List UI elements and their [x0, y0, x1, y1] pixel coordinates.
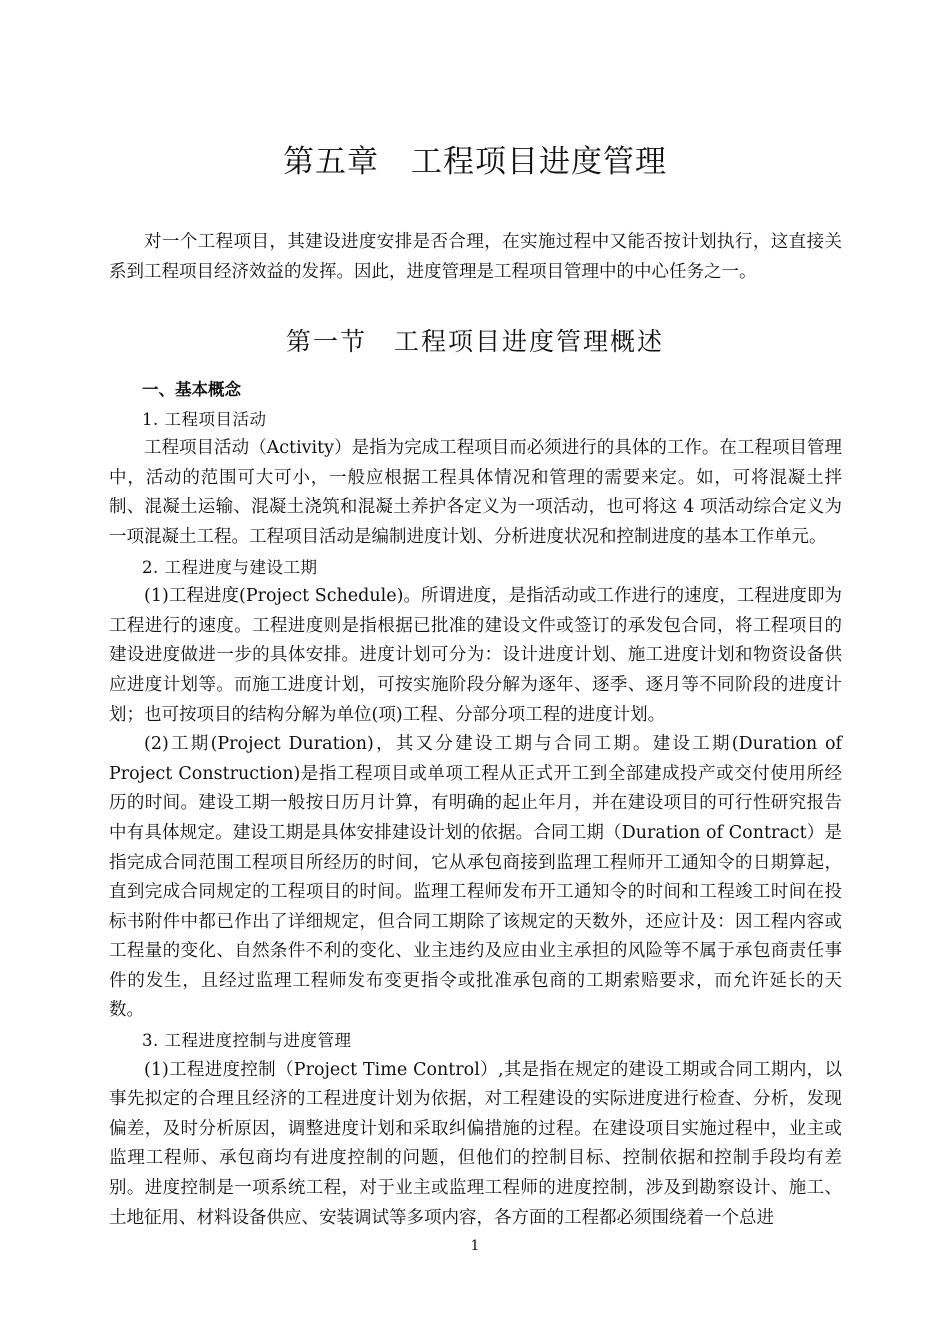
section-content — [109, 375, 842, 1233]
section-title: 第一节 工程项目进度管理概述 — [285, 327, 664, 356]
paragraph-time-control: (1)工程进度控制（Project Time Control）,其是指在规定的建设工期或合同工期内，以事先拟定的合理且经济的工程进度计划为依据，对工程建设的实际进度进行检查、分析，发现偏差，及时分析原因，调整进度计划和采取纠偏措施的过程。在建设项目实施过程中，业主或监理工程师、承包商均有进度控制的问题，但他们的控制目标、控制依据和控制手段均有差别。进度控制是一项系统工程，对于业主或监理工程师的进度控制，涉及到勘察设计、施工、土地征用、材料设备供应、安装调试等多项内容，各方面的工程都必须围绕着一个总进 — [109, 1059, 842, 1228]
paragraph-project-duration: (2)工期(Project Duration)，其又分建设工期与合同工期。建设工期(Duration of Project Construction)是指工程项目或单项工程从正式开工到全部建成投产或交付使用所经历的时间。建设工期一般按日历月计算，有明确的起止年月，并在建设项目的可行性研究报告中有具体规定。建设工期是具体安排建设计划的依据。合同工期（Duration of Contract）是指完成合同范围工程项目所经历的时间，它从承包商接到监理工程师开工通知令的日期算起，直到完成合同规定的工程项目的时间。监理工程师发布开工通知令的时间和工程竣工时间在投标书附件中都已作出了详细规定，但合同工期除了该规定的天数外，还应计及：因工程内容或工程量的变化、自然条件不利的变化、业主违约及应由业主承担的风险等不属于承包商责任事件的发生，且经过监理工程师发布变更指令或批准承包商的工期索赔要求，而允许延长的天数。 — [109, 734, 842, 1021]
subheading-project-activity: 1. 工程项目活动 — [142, 409, 267, 429]
heading-basic-concepts: 一、基本概念 — [142, 380, 241, 399]
paragraph-project-activity: 工程项目活动（Activity）是指为完成工程项目而必须进行的具体的工作。在工程项目管理中，活动的范围可大可小，一般应根据工程具体情况和管理的需要来定。如，可将混凝土拌制、混凝土运输、混凝土浇筑和混凝土养护各定义为一项活动，也可将这 4 项活动综合定义为一项混凝土工程。工程项目活动是编制进度计划、分析进度状况和控制进度的基本工作单元。 — [109, 438, 842, 547]
subheading-progress-control: 3. 工程进度控制与进度管理 — [142, 1031, 352, 1051]
subheading-schedule-duration: 2. 工程进度与建设工期 — [142, 557, 318, 577]
page-number: 1 — [470, 1238, 480, 1254]
intro-paragraph: 对一个工程项目，其建设进度安排是否合理，在实施过程中又能否按计划执行，这直接关系到工程项目经济效益的发挥。因此，进度管理是工程项目管理中的中心任务之一。 — [109, 232, 842, 282]
chapter-title: 第五章 工程项目进度管理 — [283, 144, 667, 180]
paragraph-project-schedule: (1)工程进度(Project Schedule)。所谓进度，是指活动或工作进行的速度，工程进度即为工程进行的速度。工程进度则是指根据已批准的建设文件或签订的承发包合同，将工程项目的建设进度做进一步的具体安排。进度计划可分为：设计进度计划、施工进度计划和物资设备供应进度计划等。而施工进度计划，可按实施阶段分解为逐年、逐季、逐月等不同阶段的进度计划；也可按项目的结构分解为单位(项)工程、分部分项工程的进度计划。 — [109, 586, 842, 725]
